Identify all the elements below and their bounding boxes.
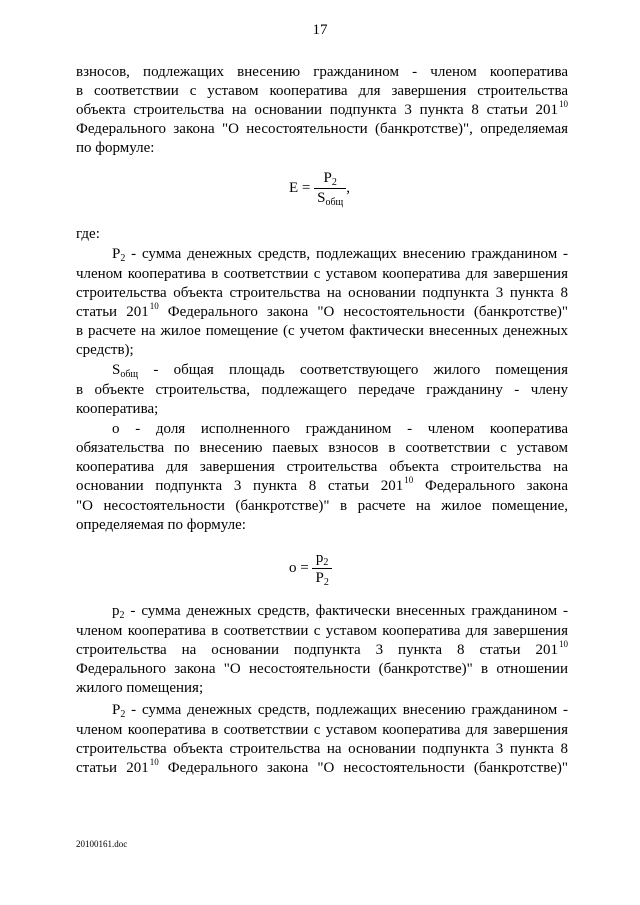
text-fragment: - сумма денежных средств, подлежащих внесению гражданином - [125,246,568,262]
text-fragment: статьи 201 [76,760,149,776]
text-line: по формуле: [76,140,155,156]
subscript: 2 [120,709,126,720]
text-line: строительства объекта строительства на основании подпункта 3 пункта 8 [76,741,568,757]
text-line: жилого помещения; [76,680,204,696]
text-line: о - доля исполненного гражданином - членом кооператива [112,421,568,437]
text-line: членом кооператива в соответствии с уставом кооператива для завершения [76,623,568,639]
text-fragment: Федерального закона "О несостоятельности (банкротстве)" [158,304,569,320]
denominator [312,569,331,587]
text-line: строительства объекта строительства на основании подпункта 3 пункта 8 [76,285,568,301]
formula-trail: , [346,179,351,196]
text-line [112,361,568,381]
symbol: P [323,170,332,186]
subscript: общ [120,369,139,380]
text-line: обязательства по внесению паевых взносов в соответствии с уставом [76,440,568,456]
text-line: определяемая по формуле: [76,517,246,533]
symbol: S [112,362,121,378]
text-line [76,101,568,121]
page-number: 17 [312,22,328,38]
formula-o [289,550,332,587]
text-fragment: Федерального закона [413,478,568,494]
text-fragment: основании подпункта 3 пункта 8 статьи 201 [76,478,404,494]
text-line: кооператива; [76,401,159,417]
symbol: S [317,190,326,206]
text-line [112,245,568,265]
superscript: 10 [404,475,414,485]
numerator [314,170,346,189]
text-fragment: Федерального закона "О несостоятельности (банкротстве)" [158,760,569,776]
text-fragment: - общая площадь соответствующего жилого помещения [138,362,568,378]
text-line: членом кооператива в соответствии с уставом кооператива для завершения [76,722,568,738]
text-line: кооператива для завершения строительства объекта строительства на [76,459,568,475]
text-fragment: объекта строительства на основании подпункта 3 пункта 8 статьи 201 [76,102,558,118]
symbol: p [315,550,324,566]
formula-lhs: о = [289,559,309,576]
superscript: 10 [149,301,159,311]
subscript: общ [325,197,344,208]
text-line: в соответствии с уставом кооператива для завершения строительства [76,83,568,99]
subscript: 2 [120,253,126,264]
document-filename: 20100161.doc [76,839,128,849]
text-line: "О несостоятельности (банкротстве)" в расчете на жилое помещение, [76,498,568,514]
text-line [112,602,568,622]
symbol: p [112,603,120,619]
text-line: где: [76,226,100,242]
fraction [314,170,346,207]
text-line [112,701,568,721]
text-fragment: строительства на основании подпункта 3 пункта 8 статьи 201 [76,642,558,658]
symbol: P [112,702,121,718]
text-line [76,477,568,497]
text-line [76,303,568,323]
superscript: 10 [559,639,568,649]
text-line: Федерального закона "О несостоятельности (банкротстве)" в отношении [76,661,568,677]
subscript: 2 [323,577,329,588]
text-line [76,759,568,779]
formula-e [289,170,350,207]
text-line: членом кооператива в соответствии с уставом кооператива для завершения [76,266,568,282]
text-line [76,641,568,661]
text-line: Федерального закона "О несостоятельности (банкротстве)", определяемая [76,121,568,137]
text-fragment: - сумма денежных средств, подлежащих внесению гражданином - [125,702,568,718]
superscript: 10 [559,99,568,109]
text-line: в расчете на жилое помещение (с учетом фактически внесенных денежных [76,323,568,339]
subscript: 2 [323,557,329,568]
text-fragment: - сумма денежных средств, фактически внесенных гражданином - [124,603,568,619]
symbol: P [315,570,324,586]
subscript: 2 [119,610,125,621]
numerator [312,550,331,569]
text-line: в объекте строительства, подлежащего передаче гражданину - члену [76,382,568,398]
symbol: P [112,246,121,262]
denominator [314,189,346,207]
fraction [312,550,331,587]
text-line: средств); [76,342,134,358]
text-fragment: статьи 201 [76,304,149,320]
subscript: 2 [331,177,337,188]
superscript: 10 [149,757,159,767]
text-line: взносов, подлежащих внесению гражданином - членом кооператива [76,64,568,80]
formula-lhs: E = [289,179,311,196]
